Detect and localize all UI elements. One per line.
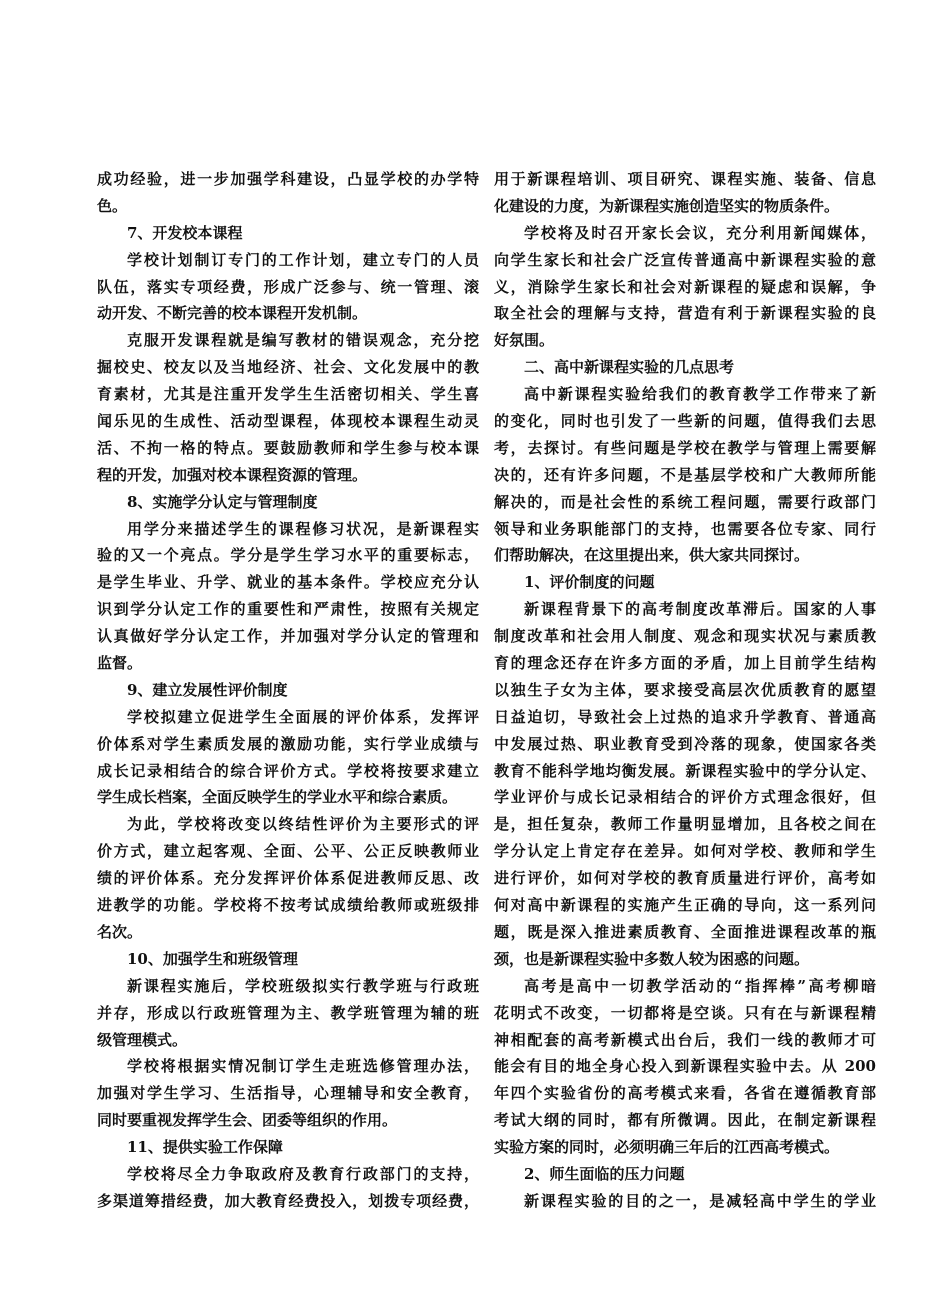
text-line: 中发展过热、职业教育受到冷落的现象，使国家各类 [494, 734, 876, 753]
text-line: 何对高中新课程的实施产生正确的导向，这一系列问 [494, 896, 876, 915]
text-line: 成长记录相结合的综合评价方式。学校将按要求建立 [97, 761, 479, 780]
text-line: 价体系对学生素质发展的激励功能，实行学业成绩与 [97, 734, 479, 753]
text-line: 题，既是深入推进素质教育、全面推进课程改革的瓶 [494, 922, 876, 941]
section-heading: 9、建立发展性评价制度 [127, 680, 288, 699]
text-line: 多渠道筹措经费，加大教育经费投入，划拨专项经费， [97, 1191, 479, 1210]
text-line: 学校计划制订专门的工作计划，建立专门的人员 [127, 250, 479, 269]
text-line: 新课程实验的目的之一，是减轻高中学生的学业 [524, 1191, 876, 1210]
text-line: 认真做好学分认定工作，并加强对学分认定的管理和 [97, 627, 479, 646]
text-line: 用于新课程培训、项目研究、课程实施、装备、信息 [494, 170, 876, 188]
text-line: 神相配套的高考新模式出台后，我们一线的教师才可 [494, 1030, 876, 1049]
section-heading: 8、实施学分认定与管理制度 [127, 492, 318, 511]
text-line: 学业评价与成长记录相结合的评价方式理念很好，但 [494, 788, 876, 807]
text-line: 为此，学校将改变以终结性评价为主要形式的评 [127, 815, 479, 834]
section-heading: 10、加强学生和班级管理 [127, 949, 298, 968]
text-line: 好氛围。 [494, 331, 555, 350]
text-line: 们帮助解决，在这里提出来，供大家共同探讨。 [494, 546, 810, 565]
text-line: 队伍，落实专项经费，形成广泛参与、统一管理、滚 [97, 277, 479, 296]
text-line: 同时要重视发挥学生会、团委等组织的作用。 [97, 1111, 398, 1130]
text-line: 识到学分认定工作的重要性和严肃性，按照有关规定 [97, 600, 479, 619]
text-line: 克服开发课程就是编写教材的错误观念，充分挖 [127, 331, 479, 350]
text-line: 领导和业务职能部门的支持，也需要各位专家、同行 [494, 519, 876, 538]
text-line: 学生成长档案，全面反映学生的学业水平和综合素质。 [97, 788, 458, 807]
text-line: 化建设的力度，为新课程实施创造坚实的物质条件。 [494, 196, 840, 215]
text-line: 花明式不改变，一切都将是空谈。只有在与新课程精 [494, 1003, 876, 1022]
text-line: 高中新课程实验给我们的教育教学工作带来了新 [524, 385, 876, 404]
text-line: 加强对学生学习、生活指导，心理辅导和安全教育， [97, 1084, 479, 1103]
text-line: 学分认定上肯定存在差异。如何对学校、教师和学生 [494, 842, 876, 861]
text-line: 考试大纲的同时，都有所微调。因此，在制定新课程 [494, 1111, 876, 1130]
text-line: 学校将根据实情况制订学生走班选修管理办法， [127, 1057, 479, 1076]
text-line: 决的，还有许多问题，不是基层学校和广大教师所能 [494, 465, 876, 484]
text-line: 监督。 [97, 654, 143, 673]
text-line: 取全社会的理解与支持，营造有利于新课程实验的良 [494, 304, 876, 323]
text-line: 动开发、不断完善的校本课程开发机制。 [97, 304, 368, 323]
text-line: 向学生家长和社会广泛宣传普通高中新课程实验的意 [494, 250, 876, 269]
text-line: 成功经验，进一步加强学科建设，凸显学校的办学特 [97, 170, 479, 188]
text-line: 进教学的功能。学校将不按考试成绩给教师或班级排 [97, 896, 479, 915]
text-line: 色。 [97, 196, 128, 215]
text-line: 教育不能科学地均衡发展。新课程实验中的学分认定、 [494, 761, 876, 780]
text-line: 闻乐见的生成性、活动型课程，体现校本课程生动灵 [97, 412, 479, 431]
text-line: 掘校史、校友以及当地经济、社会、文化发展中的教 [97, 358, 479, 377]
section-heading: 7、开发校本课程 [127, 223, 243, 242]
left-text-column [97, 166, 479, 1215]
text-line: 新课程背景下的高考制度改革滞后。国家的人事 [524, 600, 876, 619]
text-line: 级管理模式。 [97, 1030, 188, 1049]
section-heading: 1、评价制度的问题 [524, 573, 655, 592]
section-heading: 2、师生面临的压力问题 [524, 1164, 685, 1183]
text-line: 新课程实施后，学校班级拟实行教学班与行政班 [127, 976, 479, 995]
text-line: 是，担任复杂，教师工作量明显增加，且各校之间在 [494, 815, 876, 834]
text-line: 名次。 [97, 922, 143, 941]
text-line: 考，去探讨。有些问题是学校在教学与管理上需要解 [494, 438, 876, 457]
text-line: 是学生毕业、升学、就业的基本条件。学校应充分认 [97, 573, 479, 592]
text-line: 的变化，同时也引发了一些新的问题，值得我们去思 [494, 412, 876, 431]
text-line: 程的开发，加强对校本课程资源的管理。 [97, 465, 368, 484]
text-line: 能会有目的地全身心投入到新课程实验中去。从 200 [494, 1057, 876, 1076]
text-line: 年四个实验省份的高考模式来看，各省在遵循教育部 [494, 1084, 876, 1103]
text-line: 以独生子女为主体，要求接受高层次优质教育的愿望 [494, 680, 876, 699]
text-line: 学校将及时召开家长会议，充分利用新闻媒体， [524, 223, 876, 242]
text-line: 解决的，而是社会性的系统工程问题，需要行政部门 [494, 492, 876, 511]
text-line: 育的理念还存在许多方面的矛盾，加上目前学生结构 [494, 654, 876, 673]
text-line: 绩的评价体系。充分发挥评价体系促进教师反思、改 [97, 869, 479, 888]
text-line: 价方式，建立起客观、全面、公平、公正反映教师业 [97, 842, 479, 861]
text-line: 学校将尽全力争取政府及教育行政部门的支持， [127, 1164, 479, 1183]
text-line: 日益迫切，导致社会上过热的追求升学教育、普通高 [494, 707, 876, 726]
text-line: 高考是高中一切教学活动的“指挥棒”高考柳暗 [524, 976, 876, 995]
text-line: 颈，也是新课程实验中多数人较为困惑的问题。 [494, 949, 810, 968]
text-line: 义，消除学生家长和社会对新课程的疑虑和误解，争 [494, 277, 876, 296]
text-line: 活、不拘一格的特点。要鼓励教师和学生参与校本课 [97, 438, 479, 457]
text-line: 验的又一个亮点。学分是学生学习水平的重要标志， [97, 546, 479, 565]
text-line: 进行评价，如何对学校的教育质量进行评价，高考如 [494, 869, 876, 888]
section-heading: 二、高中新课程实验的几点思考 [524, 358, 735, 377]
text-line: 用学分来描述学生的课程修习状况，是新课程实 [127, 519, 479, 538]
text-line: 学校拟建立促进学生全面展的评价体系，发挥评 [127, 707, 479, 726]
text-line: 育素材，尤其是注重开发学生生活密切相关、学生喜 [97, 385, 479, 404]
text-line: 并存，形成以行政班管理为主、教学班管理为辅的班 [97, 1003, 479, 1022]
text-line: 制度改革和社会用人制度、观念和现实状况与素质教 [494, 627, 876, 646]
section-heading: 11、提供实验工作保障 [127, 1138, 283, 1157]
text-line: 实验方案的同时，必须明确三年后的江西高考模式。 [494, 1138, 840, 1157]
right-text-column [494, 166, 876, 1215]
